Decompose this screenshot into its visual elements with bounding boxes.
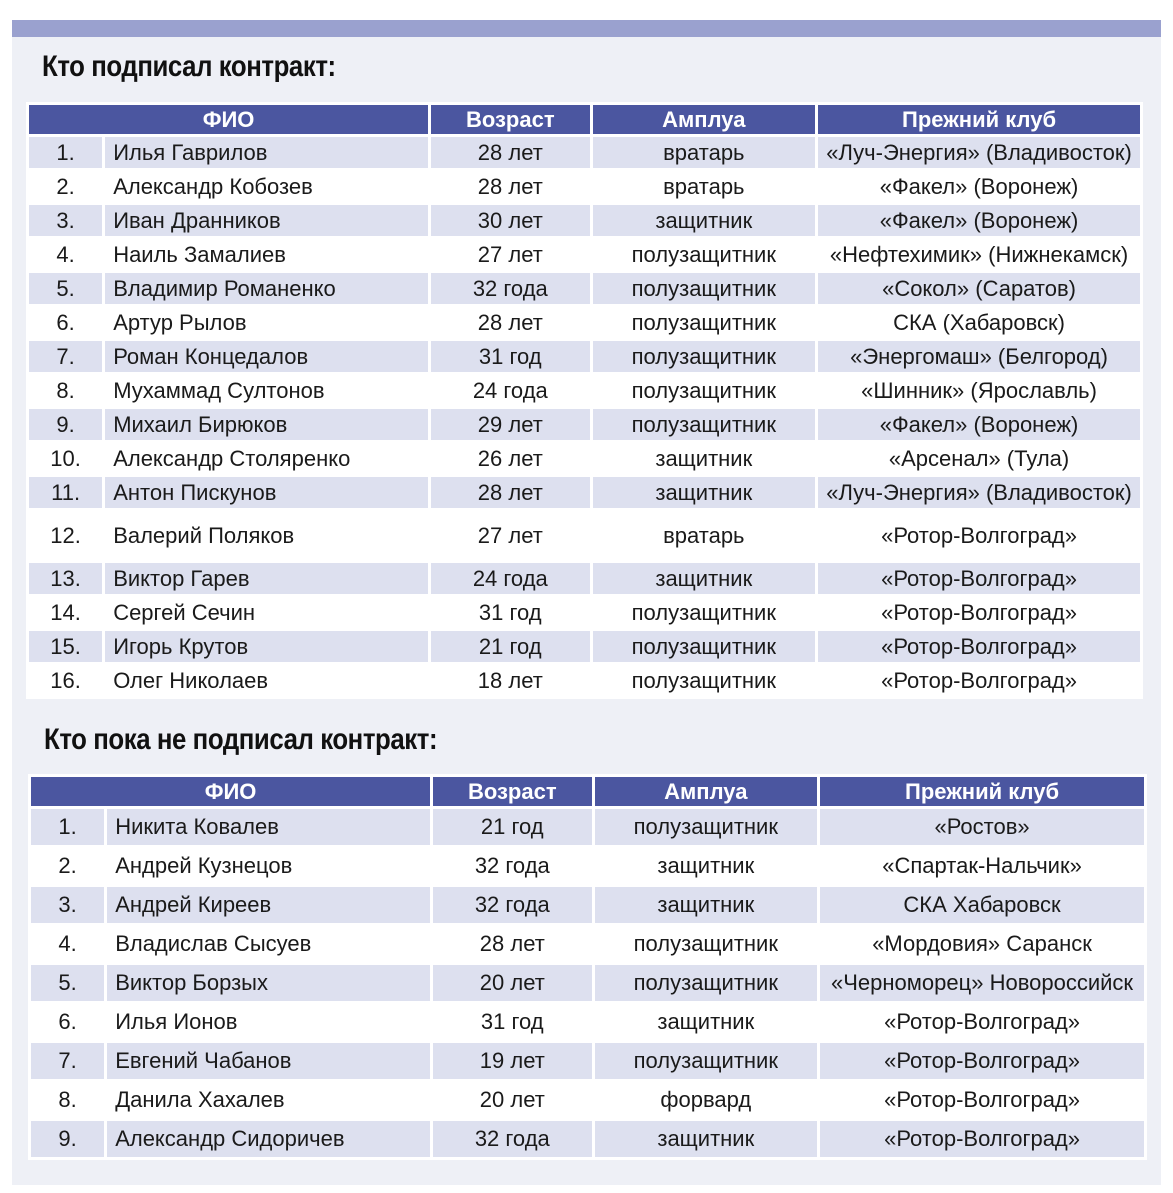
player-name: Александр Сидоричев: [107, 1121, 430, 1157]
row-number: 6.: [31, 1004, 104, 1040]
table-row: [29, 171, 1140, 202]
table-row: [29, 375, 1140, 406]
player-name: Мухаммад Султонов: [105, 375, 428, 406]
row-number: 3.: [29, 205, 102, 236]
row-number: 9.: [31, 1121, 104, 1157]
player-name: Артур Рылов: [105, 307, 428, 338]
player-age: 31 год: [431, 597, 589, 628]
player-age: 32 года: [433, 887, 591, 923]
player-previous-club: «Шинник» (Ярославль): [818, 375, 1140, 406]
player-role: полузащитник: [595, 809, 818, 845]
player-role: защитник: [595, 887, 818, 923]
player-name: Михаил Бирюков: [105, 409, 428, 440]
player-role: полузащитник: [593, 341, 816, 372]
player-name: Александр Столяренко: [105, 443, 428, 474]
table-row: [29, 239, 1140, 270]
player-previous-club: «Сокол» (Саратов): [818, 273, 1140, 304]
player-name: Илья Гаврилов: [105, 137, 428, 168]
player-name: Роман Концедалов: [105, 341, 428, 372]
header-role: Амплуа: [593, 105, 816, 134]
player-role: полузащитник: [595, 926, 818, 962]
player-age: 28 лет: [431, 171, 589, 202]
player-age: 31 год: [433, 1004, 591, 1040]
table-row: [31, 809, 1144, 845]
row-number: 10.: [29, 443, 102, 474]
player-previous-club: «Ростов»: [820, 809, 1144, 845]
row-number: 12.: [29, 511, 102, 560]
player-role: полузащитник: [593, 307, 816, 338]
player-role: защитник: [595, 848, 818, 884]
row-number: 5.: [29, 273, 102, 304]
row-number: 8.: [31, 1082, 104, 1118]
player-previous-club: СКА (Хабаровск): [818, 307, 1140, 338]
player-age: 19 лет: [433, 1043, 591, 1079]
row-number: 4.: [31, 926, 104, 962]
table-row: [31, 926, 1144, 962]
table-row: [29, 341, 1140, 372]
player-age: 20 лет: [433, 1082, 591, 1118]
signed-title: Кто подписал контракт:: [42, 50, 336, 83]
table-header: [29, 105, 1140, 134]
player-name: Валерий Поляков: [105, 511, 428, 560]
player-role: защитник: [593, 205, 816, 236]
table-row: [29, 205, 1140, 236]
header-age: Возраст: [431, 105, 589, 134]
player-role: полузащитник: [593, 631, 816, 662]
player-role: защитник: [595, 1121, 818, 1157]
table-row: [29, 665, 1140, 696]
player-previous-club: «Ротор-Волгоград»: [818, 511, 1140, 560]
player-role: полузащитник: [593, 239, 816, 270]
player-role: полузащитник: [595, 965, 818, 1001]
player-name: Олег Николаев: [105, 665, 428, 696]
player-name: Владислав Сысуев: [107, 926, 430, 962]
player-role: полузащитник: [595, 1043, 818, 1079]
unsigned-title: Кто пока не подписал контракт:: [44, 723, 438, 756]
table-row: [29, 273, 1140, 304]
player-previous-club: «Ротор-Волгоград»: [820, 1004, 1144, 1040]
row-number: 9.: [29, 409, 102, 440]
player-role: форвард: [595, 1082, 818, 1118]
player-previous-club: «Спартак-Нальчик»: [820, 848, 1144, 884]
table-row: [29, 631, 1140, 662]
player-role: защитник: [593, 443, 816, 474]
header-age: Возраст: [433, 777, 591, 806]
header-fio: ФИО: [29, 105, 428, 134]
player-previous-club: «Мордовия» Саранск: [820, 926, 1144, 962]
player-name: Наиль Замалиев: [105, 239, 428, 270]
table-row: [31, 887, 1144, 923]
row-number: 7.: [29, 341, 102, 372]
player-role: вратарь: [593, 511, 816, 560]
player-previous-club: «Ротор-Волгоград»: [820, 1043, 1144, 1079]
player-name: Илья Ионов: [107, 1004, 430, 1040]
player-previous-club: «Факел» (Воронеж): [818, 205, 1140, 236]
row-number: 1.: [29, 137, 102, 168]
header-fio: ФИО: [31, 777, 430, 806]
player-role: полузащитник: [593, 665, 816, 696]
row-number: 14.: [29, 597, 102, 628]
player-age: 18 лет: [431, 665, 589, 696]
player-previous-club: «Ротор-Волгоград»: [820, 1082, 1144, 1118]
player-age: 24 года: [431, 375, 589, 406]
player-name: Иван Дранников: [105, 205, 428, 236]
player-age: 32 года: [433, 848, 591, 884]
player-age: 28 лет: [431, 137, 589, 168]
player-name: Андрей Киреев: [107, 887, 430, 923]
player-name: Игорь Крутов: [105, 631, 428, 662]
player-age: 21 год: [433, 809, 591, 845]
row-number: 2.: [29, 171, 102, 202]
row-number: 4.: [29, 239, 102, 270]
player-age: 32 года: [431, 273, 589, 304]
player-role: защитник: [593, 563, 816, 594]
player-name: Владимир Романенко: [105, 273, 428, 304]
table-row: [31, 1121, 1144, 1157]
table-row: [29, 511, 1140, 560]
player-name: Евгений Чабанов: [107, 1043, 430, 1079]
table-row: [29, 409, 1140, 440]
table-row: [29, 307, 1140, 338]
player-age: 21 год: [431, 631, 589, 662]
table-row: [29, 563, 1140, 594]
row-number: 16.: [29, 665, 102, 696]
player-age: 24 года: [431, 563, 589, 594]
player-previous-club: «Нефтехимик» (Нижнекамск): [818, 239, 1140, 270]
table-header: [31, 777, 1144, 806]
player-age: 26 лет: [431, 443, 589, 474]
player-previous-club: «Факел» (Воронеж): [818, 409, 1140, 440]
player-age: 32 года: [433, 1121, 591, 1157]
player-age: 20 лет: [433, 965, 591, 1001]
row-number: 1.: [31, 809, 104, 845]
row-number: 11.: [29, 477, 102, 508]
player-previous-club: «Ротор-Волгоград»: [820, 1121, 1144, 1157]
table-row: [29, 477, 1140, 508]
row-number: 6.: [29, 307, 102, 338]
header-role: Амплуа: [595, 777, 818, 806]
player-name: Данила Хахалев: [107, 1082, 430, 1118]
player-previous-club: «Ротор-Волгоград»: [818, 597, 1140, 628]
player-name: Сергей Сечин: [105, 597, 428, 628]
player-previous-club: «Черноморец» Новороссийск: [820, 965, 1144, 1001]
row-number: 13.: [29, 563, 102, 594]
table-row: [31, 1082, 1144, 1118]
row-number: 15.: [29, 631, 102, 662]
signed-table: [26, 102, 1143, 699]
player-role: вратарь: [593, 137, 816, 168]
player-name: Антон Пискунов: [105, 477, 428, 508]
table-row: [29, 443, 1140, 474]
player-age: 30 лет: [431, 205, 589, 236]
table-row: [31, 848, 1144, 884]
player-age: 28 лет: [431, 477, 589, 508]
player-previous-club: «Факел» (Воронеж): [818, 171, 1140, 202]
row-number: 7.: [31, 1043, 104, 1079]
table-row: [31, 965, 1144, 1001]
player-previous-club: «Луч-Энергия» (Владивосток): [818, 477, 1140, 508]
table-row: [29, 597, 1140, 628]
infographic: [12, 20, 1161, 1185]
player-age: 27 лет: [431, 239, 589, 270]
player-age: 31 год: [431, 341, 589, 372]
player-previous-club: «Ротор-Волгоград»: [818, 563, 1140, 594]
player-previous-club: СКА Хабаровск: [820, 887, 1144, 923]
table-row: [31, 1043, 1144, 1079]
player-name: Никита Ковалев: [107, 809, 430, 845]
player-previous-club: «Ротор-Волгоград»: [818, 665, 1140, 696]
player-age: 27 лет: [431, 511, 589, 560]
row-number: 8.: [29, 375, 102, 406]
player-previous-club: «Арсенал» (Тула): [818, 443, 1140, 474]
header-club: Прежний клуб: [818, 105, 1140, 134]
player-role: полузащитник: [593, 375, 816, 406]
table-row: [31, 1004, 1144, 1040]
player-name: Андрей Кузнецов: [107, 848, 430, 884]
player-role: полузащитник: [593, 273, 816, 304]
player-role: полузащитник: [593, 409, 816, 440]
player-role: защитник: [593, 477, 816, 508]
player-role: полузащитник: [593, 597, 816, 628]
row-number: 3.: [31, 887, 104, 923]
player-name: Виктор Гарев: [105, 563, 428, 594]
top-accent-bar: [12, 20, 1161, 37]
player-previous-club: «Луч-Энергия» (Владивосток): [818, 137, 1140, 168]
player-role: защитник: [595, 1004, 818, 1040]
player-age: 28 лет: [431, 307, 589, 338]
row-number: 5.: [31, 965, 104, 1001]
player-previous-club: «Ротор-Волгоград»: [818, 631, 1140, 662]
player-age: 28 лет: [433, 926, 591, 962]
player-role: вратарь: [593, 171, 816, 202]
row-number: 2.: [31, 848, 104, 884]
player-age: 29 лет: [431, 409, 589, 440]
header-club: Прежний клуб: [820, 777, 1144, 806]
player-name: Виктор Борзых: [107, 965, 430, 1001]
table-row: [29, 137, 1140, 168]
player-name: Александр Кобозев: [105, 171, 428, 202]
player-previous-club: «Энергомаш» (Белгород): [818, 341, 1140, 372]
unsigned-table: [28, 774, 1147, 1160]
